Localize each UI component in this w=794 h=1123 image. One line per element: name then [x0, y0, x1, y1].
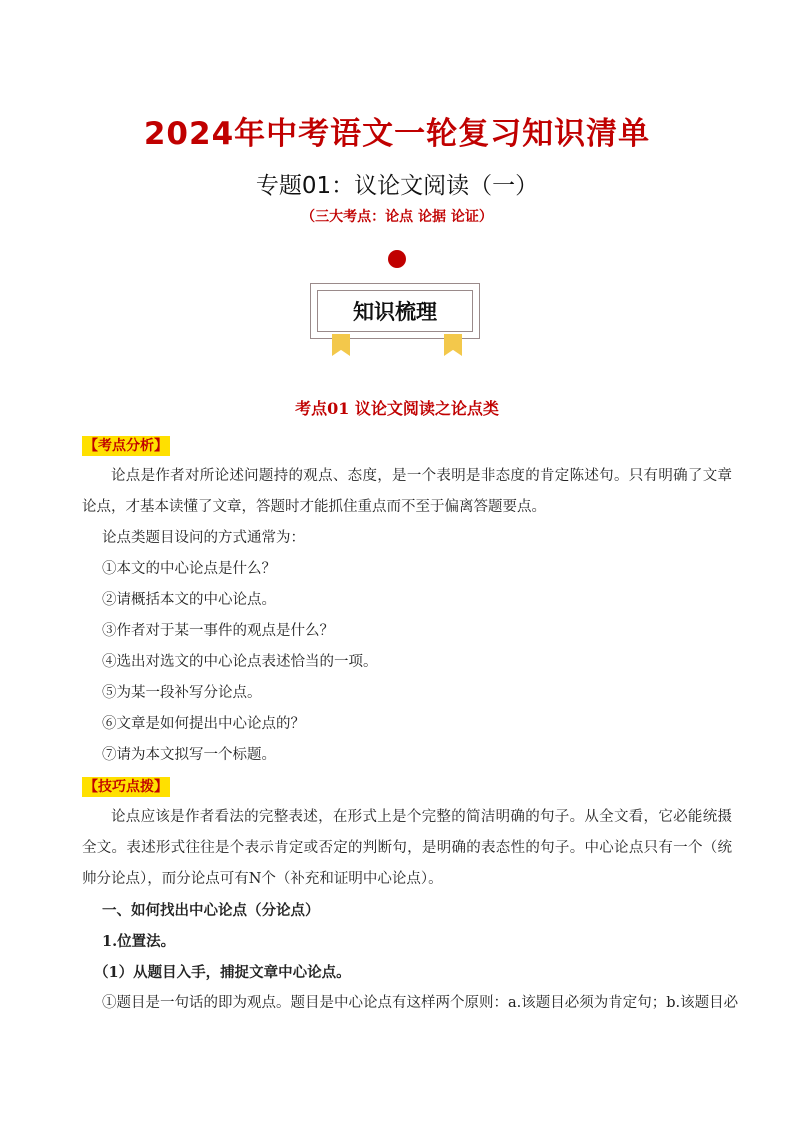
sub-title: 专题01：议论文阅读（一） — [255, 173, 539, 199]
content-body — [82, 430, 739, 1019]
analysis-paragraph: 论点是作者对所论述问题持的观点、态度，是一个表明是非态度的肯定陈述句。只有明确了文章论点，才基本读懂了文章，答题时才能抓住重点而不至于偏离答题要点。 — [82, 468, 732, 515]
question-item: ②请概括本文的中心论点。 — [102, 592, 276, 608]
analysis-intro: 论点类题目设问的方式通常为： — [102, 530, 305, 546]
question-item: ①本文的中心论点是什么？ — [102, 561, 276, 577]
knowledge-banner — [310, 250, 484, 360]
pin-icon — [388, 250, 406, 268]
question-item: ③作者对于某一事件的观点是什么？ — [102, 623, 334, 639]
question-item: ④选出对选文的中心论点表述恰当的一项。 — [102, 654, 378, 670]
ribbon-right-icon — [444, 334, 462, 356]
tips-heading-3: （1）从题目入手，捕捉文章中心论点。 — [94, 964, 351, 981]
tips-tag: 【技巧点拨】 — [84, 779, 168, 795]
tips-paragraph: 论点应该是作者看法的完整表述，在形式上是个完整的简洁明确的句子。从全文看，它必能统摄全文。表述形式往往是个表示肯定或否定的判断句，是明确的表态性的句子。中心论点只有一个（统帅分论点），而分论点可有N个（补充和证明中心论点）。 — [82, 809, 732, 887]
question-item: ⑦请为本文拟写一个标题。 — [102, 747, 276, 763]
main-title: 2024年中考语文一轮复习知识清单 — [143, 116, 651, 152]
sub-note: （三大考点：论点 论据 论证） — [301, 209, 493, 225]
analysis-tag: 【考点分析】 — [84, 438, 168, 454]
banner-label: 知识梳理 — [317, 290, 473, 332]
question-item: ⑥文章是如何提出中心论点的？ — [102, 716, 305, 732]
ribbon-left-icon — [332, 334, 350, 356]
section-title: 考点01 议论文阅读之论点类 — [295, 399, 499, 418]
tips-last-line: ①题目是一句话的即为观点。题目是中心论点有这样两个原则：a.该题目必须为肯定句；b.该题目必 — [102, 995, 739, 1011]
tips-heading-2: 1.位置法。 — [102, 933, 176, 950]
question-item: ⑤为某一段补写分论点。 — [102, 685, 262, 701]
tips-heading-1: 一、如何找出中心论点（分论点） — [102, 902, 320, 919]
banner-frame — [310, 283, 480, 339]
